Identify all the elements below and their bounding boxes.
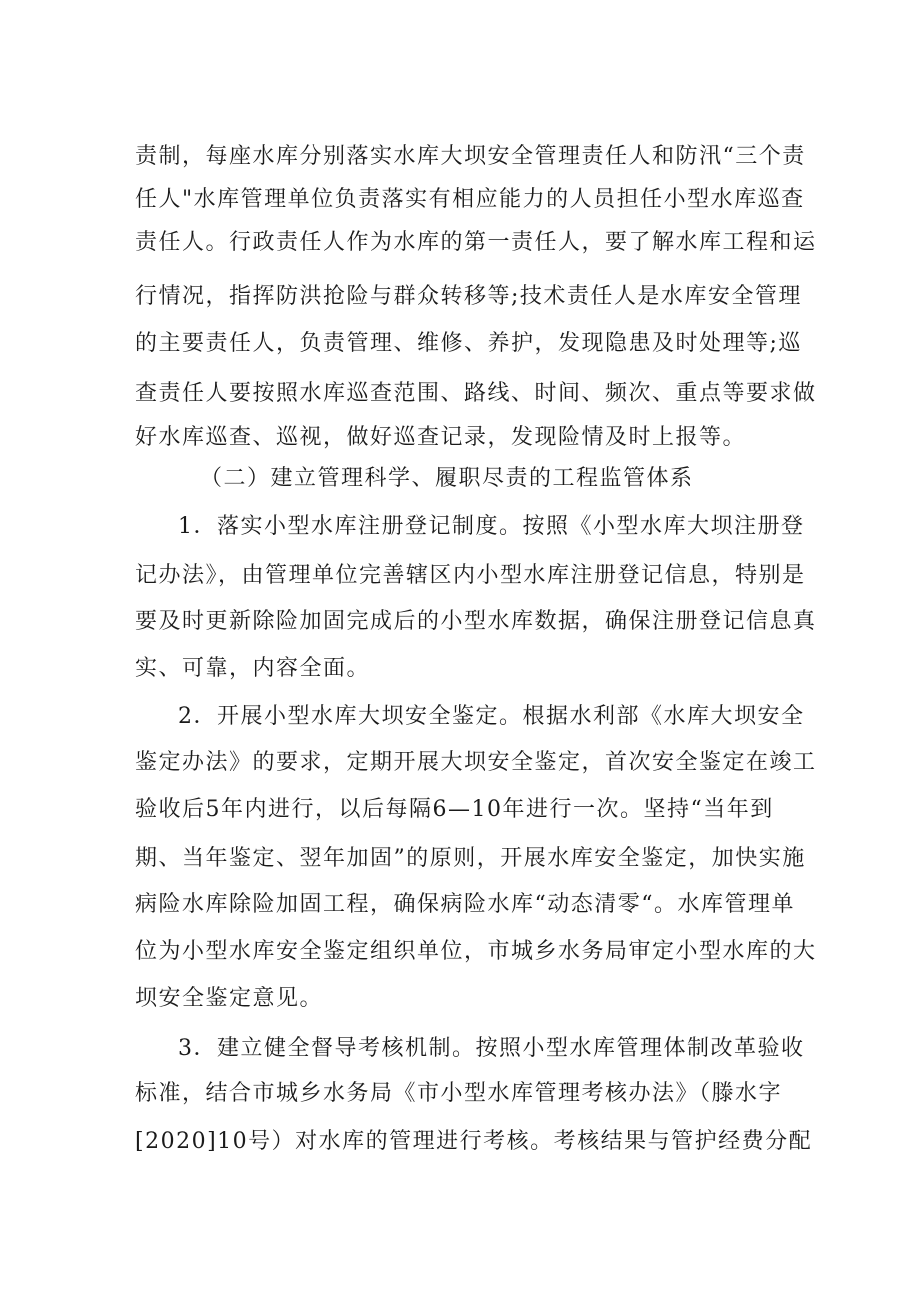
text-line: 责制，每座水库分别落实水库大坝安全管理责任人和防汛“三个责 — [135, 144, 806, 169]
text-line: 标准，结合市城乡水务局《市小型水库管理考核办法》（滕水字 — [135, 1081, 783, 1106]
text-line: 查责任人要按照水库巡查范围、路线、时间、频次、重点等要求做 — [135, 381, 817, 406]
text-line: 记办法》，由管理单位完善辖区内小型水库注册登记信息，特别是 — [135, 563, 806, 588]
paragraph-3-line: 3．建立健全督导考核机制。按照小型水库管理体制改革验收 — [178, 1036, 805, 1061]
text-line: 坝安全鉴定意见。 — [135, 986, 324, 1011]
text-line: 验收后5年内进行，以后每隔6—10年进行一次。坚持“当年到 — [135, 797, 774, 822]
text-line: 位为小型水库安全鉴定组织单位，市城乡水务局审定小型水库的大 — [135, 939, 817, 964]
text-line: 责任人。行政责任人作为水库的第一责任人，要了解水库工程和运 — [135, 230, 817, 255]
text-line: 病险水库除险加固工程，确保病险水库“动态清零“。水库管理单 — [135, 892, 795, 917]
text-line: 要及时更新除险加固完成后的小型水库数据，确保注册登记信息真 — [135, 609, 817, 634]
section-heading: （二）建立管理科学、履职尽责的工程监管体系 — [200, 466, 694, 491]
text-line: 行情况，指挥防洪抢险与群众转移等;技术责任人是水库安全管理 — [135, 284, 802, 309]
text-line: 鉴定办法》的要求，定期开展大坝安全鉴定，首次安全鉴定在竣工 — [135, 750, 817, 775]
text-line: 期、当年鉴定、翌年加固”的原则，开展水库安全鉴定，加快实施 — [135, 846, 806, 871]
paragraph-2-line: 2．开展小型水库大坝安全鉴定。根据水利部《水库大坝安全 — [178, 704, 805, 729]
text-line: 实、可靠，内容全面。 — [135, 656, 371, 681]
text-line: 好水库巡查、巡视，做好巡查记录，发现险情及时上报等。 — [135, 425, 747, 450]
text-line: [2020]10号）对水库的管理进行考核。考核结果与管护经费分配 — [135, 1129, 813, 1154]
text-line: 的主要责任人，负责管理、维修、养护，发现隐患及时处理等;巡 — [135, 331, 802, 356]
text-line: 任人"水库管理单位负责落实有相应能力的人员担任小型水库巡查 — [135, 187, 805, 212]
paragraph-1-line: 1．落实小型水库注册登记制度。按照《小型水库大坝注册登 — [178, 514, 805, 539]
